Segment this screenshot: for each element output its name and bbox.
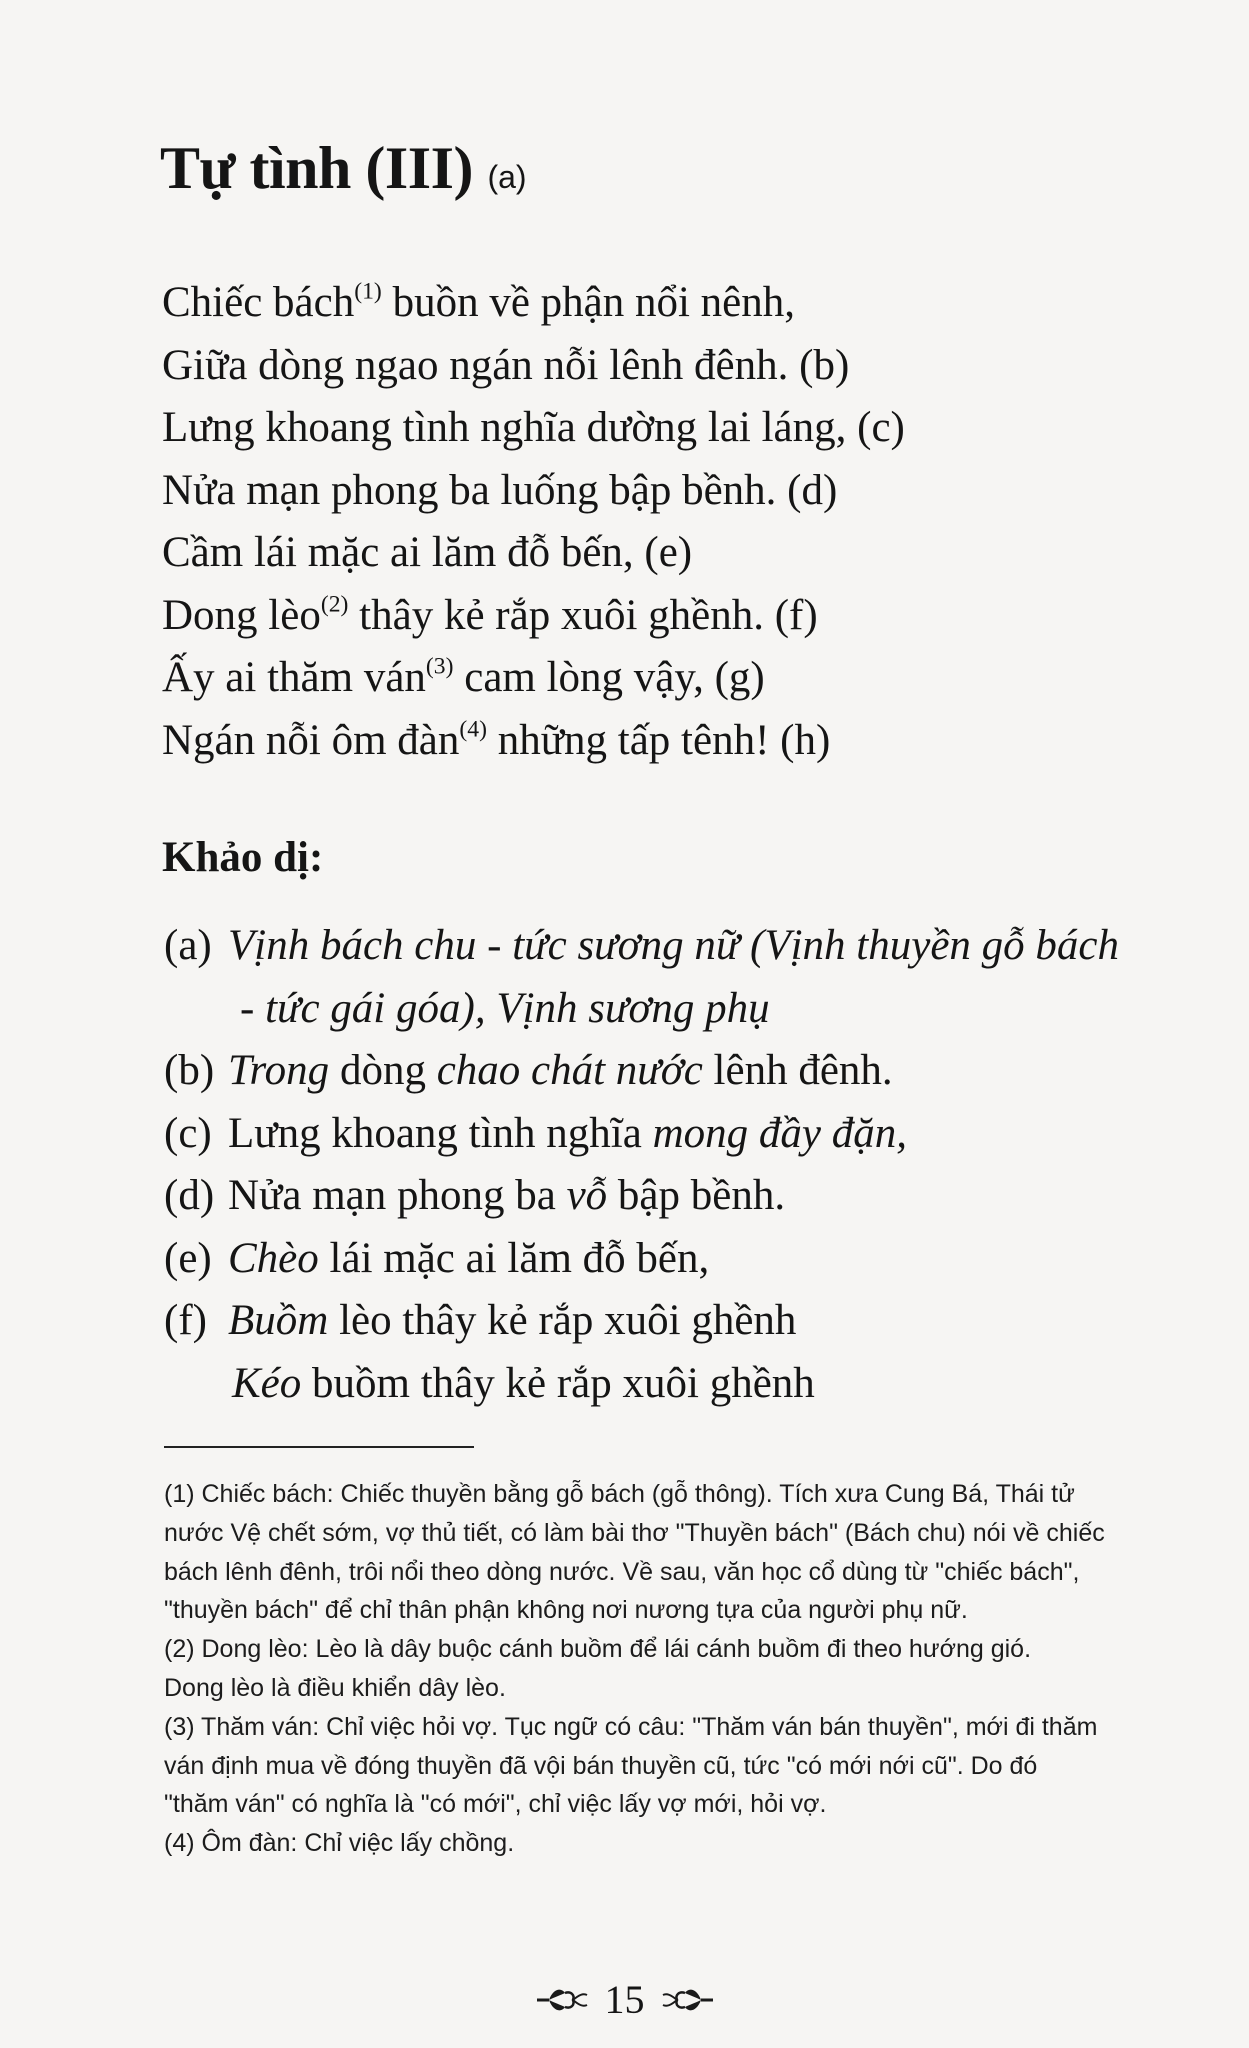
variant-mark: (c) <box>164 1109 212 1157</box>
variant-roman: Nửa mạn phong ba <box>228 1172 567 1219</box>
variant-mark: (a) <box>164 922 212 969</box>
variant-text <box>228 1165 785 1228</box>
footnote-line: (3) Thăm ván: Chỉ việc hỏi vợ. Tục ngữ có câu: "Thăm ván bán thuyền", mới đi thăm <box>164 1712 1098 1741</box>
poem <box>162 272 905 772</box>
poem-text: Lưng khoang tình nghĩa dường lai láng, (c) <box>162 404 905 451</box>
poem-text: Nửa mạn phong ba luống bập bềnh. (d) <box>162 466 838 514</box>
variant-italic: - tức gái góa), Vịnh sương phụ <box>240 984 770 1032</box>
variant-mark: (d) <box>164 1172 215 1219</box>
poem-text: Ấy ai thăm ván <box>162 654 426 701</box>
variant-mark: (e) <box>164 1234 212 1282</box>
footnote-line: (2) Dong lèo: Lèo là dây buộc cánh buồm để lái cánh buồm đi theo hướng gió. <box>164 1635 1032 1664</box>
variant-item <box>164 1165 1164 1228</box>
poem-text: Giữa dòng ngao ngán nỗi lênh đênh. (b) <box>162 341 850 389</box>
poem-text: Cầm lái mặc ai lăm đỗ bến, (e) <box>162 529 693 576</box>
variant-mark: (b) <box>164 1047 215 1094</box>
variant-line <box>228 1353 815 1416</box>
footnote <box>164 1824 1124 1863</box>
footnote <box>164 1708 1124 1824</box>
variant-text <box>228 1290 815 1415</box>
page-title <box>160 135 527 201</box>
poem-line <box>162 397 905 460</box>
floral-ornament-left-icon <box>535 1983 591 2017</box>
variant-item <box>164 1103 1164 1166</box>
variant-item <box>164 915 1164 1040</box>
footnote-ref: (4) <box>459 715 487 742</box>
footnote-line: "thăm ván" có nghĩa là "có mới", chỉ việc lấy vợ mới, hỏi vợ. <box>164 1790 827 1819</box>
poem-line <box>162 522 905 585</box>
footnote-divider <box>164 1446 474 1448</box>
variant-roman: lèo thây kẻ rắp xuôi ghềnh <box>328 1297 797 1344</box>
variant-italic: mong đầy đặn, <box>652 1109 907 1157</box>
variant-italic: Vịnh bách chu - tức sương nữ (Vịnh thuyền gỗ bách <box>228 922 1120 969</box>
variant-italic: Trong <box>228 1047 330 1094</box>
poem-text: cam lòng vậy, (g) <box>453 654 765 701</box>
variant-italic: Chèo <box>228 1234 319 1282</box>
footnotes <box>164 1475 1124 1863</box>
title-main: Tự tình (III) <box>160 135 473 201</box>
page-number-footer <box>0 1972 1249 2023</box>
footnote-line: (4) Ôm đàn: Chỉ việc lấy chồng. <box>164 1829 515 1858</box>
variant-item <box>164 1040 1164 1103</box>
poem-line <box>162 585 905 648</box>
footnote-ref: (2) <box>320 590 349 617</box>
poem-text: Dong lèo <box>162 591 321 639</box>
footnote-ref: (1) <box>354 278 382 305</box>
variant-text <box>228 915 1119 1040</box>
footnote-line: "thuyền bách" để chỉ thân phận không nơi nương tựa của người phụ nữ. <box>164 1596 968 1625</box>
variant-text <box>228 1103 907 1166</box>
poem-line <box>162 647 905 710</box>
poem-line <box>162 710 905 773</box>
footnote-line: nước Vệ chết sớm, vợ thủ tiết, có làm bài thơ "Thuyền bách" (Bách chu) nói về chiếc <box>164 1518 1105 1547</box>
variant-roman: lái mặc ai lăm đỗ bến, <box>318 1234 710 1282</box>
variant-item <box>164 1228 1164 1291</box>
poem-line <box>162 272 905 335</box>
footnote <box>164 1630 1124 1708</box>
poem-line <box>162 335 905 398</box>
title-variant-mark: (a) <box>487 159 527 195</box>
variant-roman: lênh đênh. <box>702 1047 893 1094</box>
variant-mark: (f) <box>164 1297 207 1344</box>
variants-heading: Khảo dị: <box>162 834 324 881</box>
floral-ornament-right-icon <box>659 1983 715 2017</box>
footnote-line: ván định mua về đóng thuyền đã vội bán thuyền cũ, tức "có mới nới cũ". Do đó <box>164 1751 1038 1780</box>
poem-line <box>162 460 905 523</box>
variants-list <box>164 915 1164 1415</box>
variant-text <box>228 1040 893 1103</box>
page-number: 15 <box>604 1977 645 2023</box>
poem-text: thây kẻ rắp xuôi ghềnh. (f) <box>348 591 818 639</box>
variant-roman: bập bềnh. <box>607 1172 786 1219</box>
variant-item <box>164 1290 1164 1415</box>
footnote-line: (1) Chiếc bách: Chiếc thuyền bằng gỗ bách (gỗ thông). Tích xưa Cung Bá, Thái tử <box>164 1480 1075 1508</box>
variant-italic: Buồm <box>228 1297 329 1344</box>
poem-text: Ngán nỗi ôm đàn <box>162 716 460 764</box>
variant-line <box>228 1290 815 1353</box>
footnote-line: bách lênh đênh, trôi nổi theo dòng nước. Về sau, văn học cổ dùng từ "chiếc bách", <box>164 1557 1080 1586</box>
variant-roman: buồm thây kẻ rắp xuôi ghềnh <box>301 1359 815 1407</box>
poem-text: Chiếc bách <box>162 279 355 326</box>
footnote <box>164 1475 1124 1630</box>
variant-roman: Lưng khoang tình nghĩa <box>228 1109 653 1157</box>
footnote-ref: (3) <box>425 653 454 680</box>
variant-text <box>228 1228 709 1291</box>
footnote-line: Dong lèo là điều khiển dây lèo. <box>164 1673 506 1702</box>
poem-text: những tấp tênh! (h) <box>486 716 831 764</box>
variant-roman: dòng <box>329 1047 437 1094</box>
variant-italic: vỗ <box>566 1172 608 1219</box>
poem-text: buồn về phận nổi nênh, <box>381 279 796 326</box>
variant-italic: Kéo <box>232 1359 302 1407</box>
variant-italic: chao chát nước <box>436 1047 703 1094</box>
